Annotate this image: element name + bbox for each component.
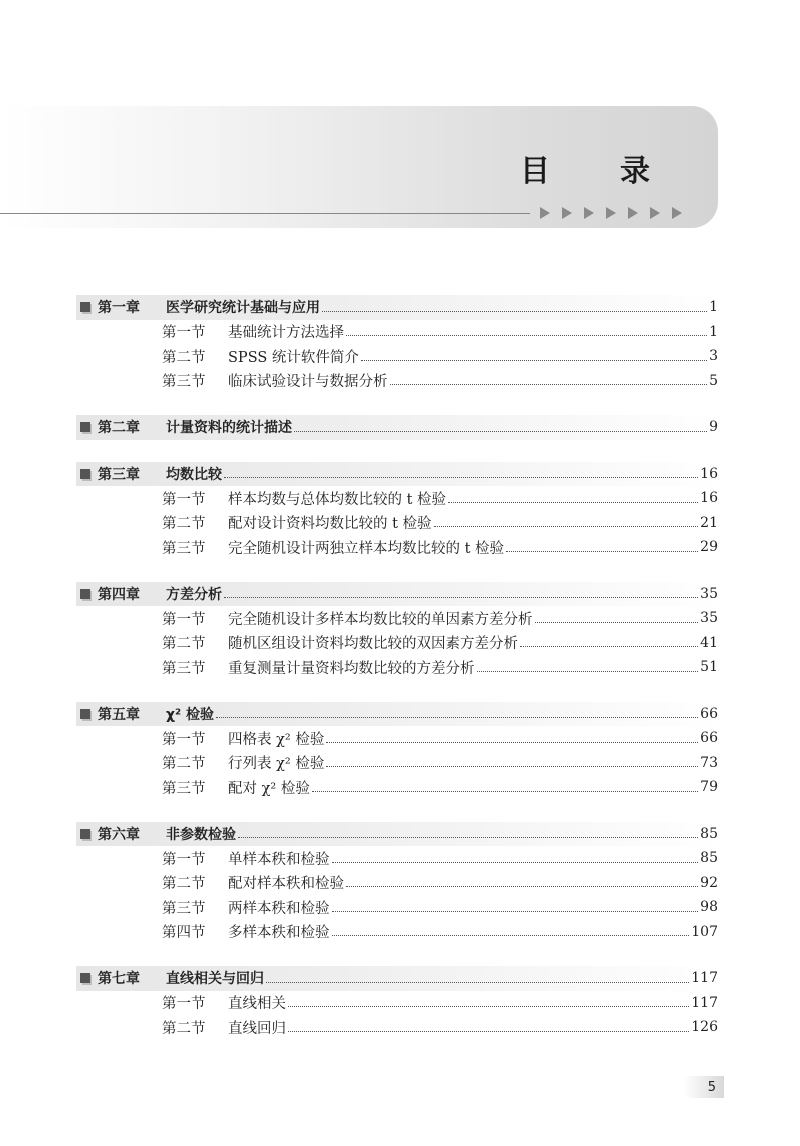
section-page: 117 xyxy=(691,994,718,1011)
section-label: 第一节 xyxy=(162,611,206,628)
toc-chapter xyxy=(0,702,800,800)
leader-dots xyxy=(326,742,698,743)
chapter-bullet-icon xyxy=(80,972,92,984)
chapter-label: 第一章 xyxy=(98,300,140,317)
leader-dots xyxy=(216,717,698,718)
section-page: 21 xyxy=(700,514,718,531)
leader-dots xyxy=(520,646,698,647)
section-entry[interactable] xyxy=(162,631,718,656)
chapter-entry[interactable] xyxy=(76,295,722,320)
section-label: 第一节 xyxy=(162,491,206,508)
section-label: 第二节 xyxy=(162,1020,206,1037)
section-entry[interactable] xyxy=(162,320,718,345)
section-entry[interactable] xyxy=(162,751,718,776)
section-page: 73 xyxy=(700,754,718,771)
chapter-page: 117 xyxy=(691,970,718,987)
arrow-right-icon xyxy=(562,207,572,219)
leader-dots xyxy=(361,360,707,361)
leader-dots xyxy=(266,982,689,983)
section-entry[interactable] xyxy=(162,846,718,871)
section-page: 5 xyxy=(709,372,718,389)
section-entry[interactable] xyxy=(162,655,718,680)
section-entry[interactable] xyxy=(162,369,718,394)
section-entry[interactable] xyxy=(162,895,718,920)
leader-dots xyxy=(224,597,698,598)
section-label: 第三节 xyxy=(162,780,206,797)
section-title: 完全随机设计多样本均数比较的单因素方差分析 xyxy=(228,611,533,628)
section-label: 第二节 xyxy=(162,876,206,893)
leader-dots xyxy=(390,384,708,385)
chapter-label: 第三章 xyxy=(98,466,140,483)
section-label: 第三节 xyxy=(162,540,206,557)
section-label: 第一节 xyxy=(162,325,206,342)
section-entry[interactable] xyxy=(162,1015,718,1040)
toc-chapter xyxy=(0,295,800,393)
toc-chapter xyxy=(0,822,800,945)
section-page: 107 xyxy=(691,923,718,940)
header-arrows xyxy=(540,207,682,219)
section-label: 第四节 xyxy=(162,925,206,942)
section-entry[interactable] xyxy=(162,486,718,511)
chapter-entry[interactable] xyxy=(76,415,722,440)
section-title: 样本均数与总体均数比较的 t 检验 xyxy=(228,491,447,508)
section-title: 单样本秩和检验 xyxy=(228,851,330,868)
leader-dots xyxy=(288,1006,689,1007)
chapter-entry[interactable] xyxy=(76,582,722,607)
section-title: 基础统计方法选择 xyxy=(228,325,344,342)
leader-dots xyxy=(346,335,707,336)
chapter-page: 1 xyxy=(709,299,718,316)
arrow-right-icon xyxy=(650,207,660,219)
chapter-label: 第四章 xyxy=(98,586,140,603)
arrow-right-icon xyxy=(606,207,616,219)
leader-dots xyxy=(506,551,698,552)
section-title: 随机区组设计资料均数比较的双因素方差分析 xyxy=(228,636,518,653)
section-page: 3 xyxy=(709,348,718,365)
section-page: 66 xyxy=(700,730,718,747)
section-title: 直线相关 xyxy=(228,996,286,1013)
section-label: 第三节 xyxy=(162,660,206,677)
section-title: 直线回归 xyxy=(228,1020,286,1037)
arrow-right-icon xyxy=(672,207,682,219)
chapter-page: 9 xyxy=(709,419,718,436)
leader-dots xyxy=(224,477,698,478)
chapter-title: χ² 检验 xyxy=(166,706,215,723)
leader-dots xyxy=(448,502,698,503)
chapter-label: 第二章 xyxy=(98,420,140,437)
section-page: 16 xyxy=(700,490,718,507)
section-entry[interactable] xyxy=(162,991,718,1016)
section-title: 多样本秩和检验 xyxy=(228,925,330,942)
toc-chapter xyxy=(0,966,800,1040)
chapter-title: 非参数检验 xyxy=(166,826,236,843)
page-number: 5 xyxy=(684,1076,724,1098)
section-title: 配对 χ² 检验 xyxy=(228,780,310,797)
table-of-contents xyxy=(0,295,800,1062)
chapter-bullet-icon xyxy=(80,301,92,313)
chapter-page: 66 xyxy=(700,705,718,722)
section-page: 35 xyxy=(700,610,718,627)
section-entry[interactable] xyxy=(162,871,718,896)
chapter-title: 医学研究统计基础与应用 xyxy=(166,300,320,317)
chapter-page: 35 xyxy=(700,585,718,602)
leader-dots xyxy=(535,622,699,623)
section-title: 重复测量计量资料均数比较的方差分析 xyxy=(228,660,475,677)
chapter-entry[interactable] xyxy=(76,702,722,727)
leader-dots xyxy=(434,526,699,527)
section-label: 第二节 xyxy=(162,636,206,653)
section-page: 85 xyxy=(700,850,718,867)
chapter-entry[interactable] xyxy=(76,966,722,991)
section-page: 126 xyxy=(691,1019,718,1036)
section-page: 29 xyxy=(700,539,718,556)
leader-dots xyxy=(294,431,707,432)
chapter-entry[interactable] xyxy=(76,462,722,487)
section-title: 两样本秩和检验 xyxy=(228,900,330,917)
chapter-title: 均数比较 xyxy=(166,466,222,483)
chapter-title: 方差分析 xyxy=(166,586,222,603)
chapter-label: 第七章 xyxy=(98,971,140,988)
section-page: 98 xyxy=(700,899,718,916)
leader-dots xyxy=(312,791,698,792)
arrow-right-icon xyxy=(584,207,594,219)
section-page: 1 xyxy=(709,323,718,340)
chapter-page: 16 xyxy=(700,465,718,482)
section-entry[interactable] xyxy=(162,726,718,751)
leader-dots xyxy=(322,311,707,312)
header-divider xyxy=(0,213,530,214)
leader-dots xyxy=(332,862,699,863)
chapter-title: 直线相关与回归 xyxy=(166,971,264,988)
section-page: 92 xyxy=(700,874,718,891)
leader-dots xyxy=(477,671,699,672)
chapter-bullet-icon xyxy=(80,421,92,433)
arrow-right-icon xyxy=(540,207,550,219)
section-entry[interactable] xyxy=(162,775,718,800)
section-entry[interactable] xyxy=(162,606,718,631)
leader-dots xyxy=(332,911,699,912)
chapter-page: 85 xyxy=(700,825,718,842)
section-title: 行列表 χ² 检验 xyxy=(228,756,325,773)
section-label: 第一节 xyxy=(162,851,206,868)
section-entry[interactable] xyxy=(162,920,718,945)
section-label: 第三节 xyxy=(162,900,206,917)
section-title: 临床试验设计与数据分析 xyxy=(228,374,388,391)
section-title: 完全随机设计两独立样本均数比较的 t 检验 xyxy=(228,540,505,557)
section-page: 41 xyxy=(700,634,718,651)
leader-dots xyxy=(346,886,698,887)
chapter-bullet-icon xyxy=(80,588,92,600)
section-label: 第二节 xyxy=(162,756,206,773)
section-entry[interactable] xyxy=(162,535,718,560)
leader-dots xyxy=(238,837,698,838)
page-title: 目 录 xyxy=(520,154,670,189)
section-label: 第一节 xyxy=(162,996,206,1013)
chapter-title: 计量资料的统计描述 xyxy=(166,420,292,437)
section-entry[interactable] xyxy=(162,344,718,369)
section-title: 配对样本秩和检验 xyxy=(228,876,344,893)
toc-chapter xyxy=(0,582,800,680)
leader-dots xyxy=(332,935,690,936)
section-label: 第一节 xyxy=(162,731,206,748)
leader-dots xyxy=(288,1031,689,1032)
chapter-label: 第五章 xyxy=(98,706,140,723)
chapter-bullet-icon xyxy=(80,828,92,840)
section-page: 51 xyxy=(700,659,718,676)
section-page: 79 xyxy=(700,779,718,796)
section-title: 配对设计资料均数比较的 t 检验 xyxy=(228,516,432,533)
section-title: SPSS 统计软件简介 xyxy=(228,349,359,366)
section-label: 第二节 xyxy=(162,516,206,533)
section-label: 第三节 xyxy=(162,374,206,391)
chapter-label: 第六章 xyxy=(98,826,140,843)
chapter-bullet-icon xyxy=(80,708,92,720)
arrow-right-icon xyxy=(628,207,638,219)
chapter-bullet-icon xyxy=(80,468,92,480)
section-entry[interactable] xyxy=(162,511,718,536)
toc-chapter xyxy=(0,415,800,440)
section-label: 第二节 xyxy=(162,349,206,366)
chapter-entry[interactable] xyxy=(76,822,722,847)
leader-dots xyxy=(326,766,698,767)
section-title: 四格表 χ² 检验 xyxy=(228,731,325,748)
toc-chapter xyxy=(0,462,800,560)
